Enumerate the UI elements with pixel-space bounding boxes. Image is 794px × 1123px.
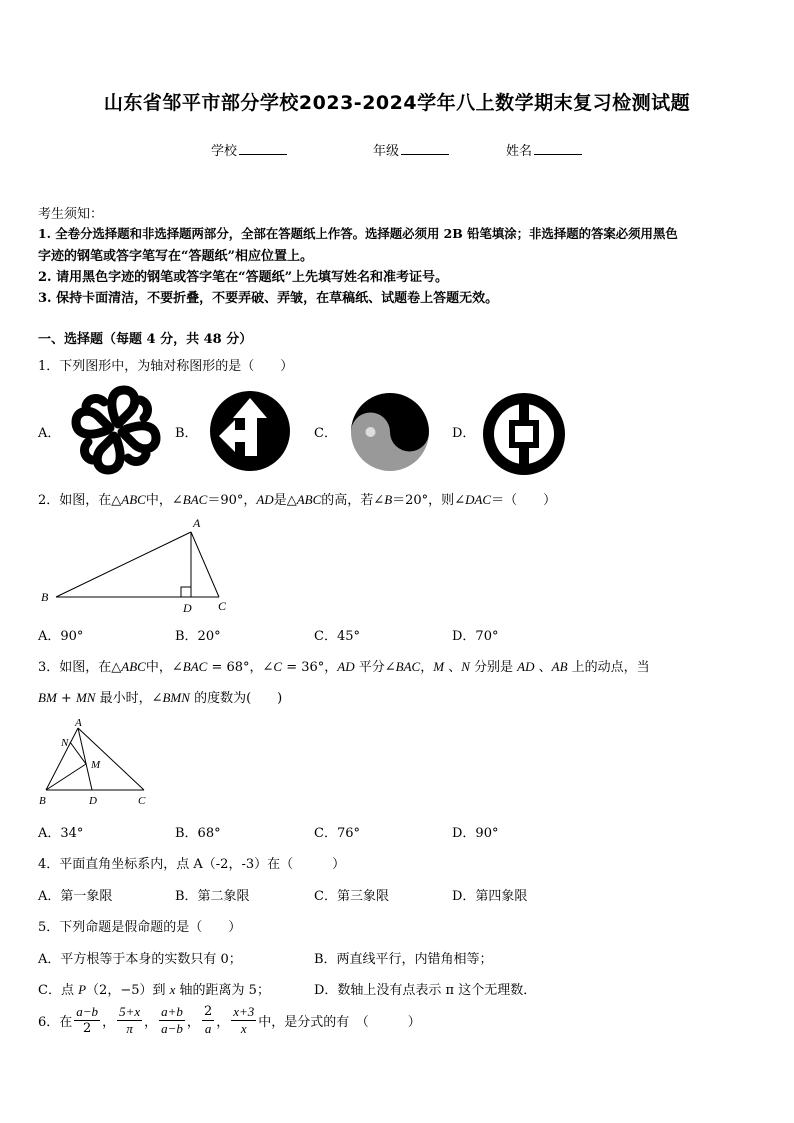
name-label: 姓名 <box>506 144 533 159</box>
school-blank[interactable] <box>239 142 287 155</box>
q2-label-c: C <box>218 599 227 613</box>
q3-label-m: M <box>91 759 101 771</box>
q3-stem-line1: 3．如图，在△ABC中，∠BAC = 68°，∠C = 36°，AD 平分∠BAC，M 、N 分别是 AD 、AB 上的动点，当 <box>38 659 650 675</box>
clover-knot-icon <box>68 382 164 478</box>
grade-label: 年级 <box>373 144 400 159</box>
q1-option-d-label: D． <box>452 426 476 441</box>
q3-label-n: N <box>61 737 69 749</box>
notice-item-1-cont: 字迹的钢笔或答字笔写在“答题纸”相应位置上。 <box>38 249 313 264</box>
q5-option-a[interactable]: A．平方根等于本身的实数只有 0； <box>38 952 242 967</box>
turn-arrow-sign-icon <box>209 390 291 472</box>
q4-option-d[interactable]: D．第四象限 <box>452 889 528 904</box>
yin-yang-icon <box>350 392 430 472</box>
q2-label-a: A <box>193 516 201 530</box>
q3-option-d[interactable]: D．90° <box>452 826 499 841</box>
notice-heading: 考生须知： <box>38 207 104 222</box>
q5-option-c[interactable]: C．点 P（2，−5）到 x 轴的距离为 5； <box>38 982 270 998</box>
notice-item-1: 1. 全卷分选择题和非选择题两部分，全部在答题纸上作答。选择题必须用 2B 铅笔填涂；非选择题的答案必须用黑色 <box>38 226 678 241</box>
q6-fraction-3: $\frac{a+b}{a-b}$ <box>161 1004 183 1036</box>
q3-label-c: C <box>138 795 146 807</box>
q6-fraction-4: $\frac{2}{a}$ <box>203 1004 213 1036</box>
q6-fraction-1: $\frac{a-b}{2}$ <box>76 1004 99 1036</box>
q5-option-d[interactable]: D．数轴上没有点表示 π 这个无理数． <box>314 983 537 998</box>
q2-option-a[interactable]: A．90° <box>38 629 84 644</box>
notice-item-3: 3. 保持卡面清洁，不要折叠，不要弄破、弄皱，在草稿纸、试题卷上答题无效。 <box>38 291 499 306</box>
q2-label-b: B <box>41 590 49 604</box>
q2-stem: 2．如图，在△ABC中，∠BAC＝90°，AD是△ABC的高，若∠B＝20°，则∠DAC＝（ ） <box>38 492 557 508</box>
q1-option-c-label: C． <box>314 426 337 441</box>
grade-field <box>373 140 449 159</box>
q1-option-a-label: A． <box>38 426 61 441</box>
q4-stem: 4．平面直角坐标系内，点 A（-2，-3）在（ ） <box>38 857 346 872</box>
q5-stem: 5．下列命题是假命题的是（ ） <box>38 920 242 935</box>
q4-option-a[interactable]: A．第一象限 <box>38 889 113 904</box>
q6-stem: 6．在 $\frac{a-b}{2}$ ， $\frac{5+x}{\pi}$ ， $\frac{a+b}{a-b}$ ， $\frac{2}{a}$ ， $\frac{x+3}{x}$ 中，是分式的有 （ ） <box>38 1004 421 1036</box>
q3-stem-line2: BM + MN 最小时，∠BMN 的度数为( ) <box>38 690 283 706</box>
q4-option-c[interactable]: C．第三象限 <box>314 889 389 904</box>
section-heading: 一、选择题（每题 4 分，共 48 分） <box>38 332 253 347</box>
q3-option-b[interactable]: B．68° <box>175 826 221 841</box>
q2-option-b[interactable]: B．20° <box>175 629 221 644</box>
q2-label-d: D <box>183 601 192 615</box>
q6-fraction-2: $\frac{5+x}{\pi}$ <box>119 1004 141 1036</box>
page-title: 山东省邹平市部分学校2023-2024学年八上数学期末复习检测试题 <box>103 92 691 114</box>
q5-option-b[interactable]: B．两直线平行，内错角相等； <box>314 952 493 967</box>
q2-option-d[interactable]: D．70° <box>452 629 499 644</box>
q3-triangle-figure <box>34 716 164 812</box>
q3-label-a: A <box>75 717 82 729</box>
q1-stem: 1．下列图形中，为轴对称图形的是（ ） <box>38 359 294 374</box>
q4-option-b[interactable]: B．第二象限 <box>175 889 250 904</box>
q3-label-d: D <box>89 795 97 807</box>
q6-fraction-5: $\frac{x+3}{x}$ <box>233 1004 255 1036</box>
q2-option-c[interactable]: C．45° <box>314 629 360 644</box>
name-field <box>506 140 582 159</box>
name-blank[interactable] <box>534 142 582 155</box>
grade-blank[interactable] <box>401 142 449 155</box>
school-label: 学校 <box>211 144 238 159</box>
q3-label-b: B <box>39 795 46 807</box>
school-field <box>211 140 287 159</box>
notice-item-2: 2. 请用黑色字迹的钢笔或答字笔在“答题纸”上先填写姓名和准考证号。 <box>38 270 449 285</box>
q1-option-b-label: B． <box>175 426 198 441</box>
q3-option-a[interactable]: A．34° <box>38 826 84 841</box>
q3-option-c[interactable]: C．76° <box>314 826 360 841</box>
bank-coin-logo-icon <box>482 392 566 476</box>
q2-triangle-figure <box>36 512 246 616</box>
